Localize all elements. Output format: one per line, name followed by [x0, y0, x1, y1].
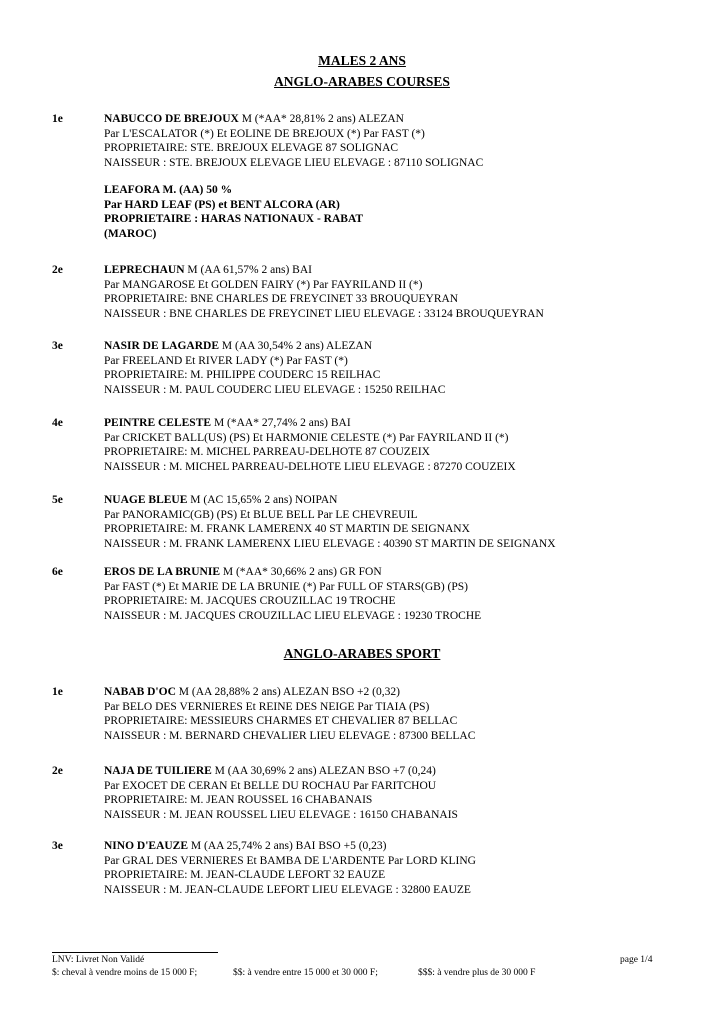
- horse-info: M (AA 30,54% 2 ans) ALEZAN: [219, 340, 373, 352]
- breeder-line: NAISSEUR : M. JEAN-CLAUDE LEFORT LIEU ELEVAGE : 32800 EAUZE: [104, 883, 471, 896]
- horse-info: M (AA 25,74% 2 ans) BAI BSO +5 (0,23): [188, 840, 387, 852]
- pedigree-line: Par EXOCET DE CERAN Et BELLE DU ROCHAU Par FARITCHOU: [104, 779, 437, 792]
- page-title: MALES 2 ANS: [318, 53, 406, 68]
- footer-legend-1: $: cheval à vendre moins de 15 000 F;: [52, 968, 198, 978]
- pedigree-line: Par BELO DES VERNIERES Et REINE DES NEIGE Par TIAIA (PS): [104, 700, 430, 713]
- horse-name: EROS DE LA BRUNIE: [104, 566, 220, 578]
- horse-info: M (AA 61,57% 2 ans) BAI: [184, 264, 312, 276]
- rank-label: 3e: [52, 340, 63, 352]
- pedigree-line: Par MANGAROSE Et GOLDEN FAIRY (*) Par FAYRILAND II (*): [104, 278, 423, 291]
- horse-info: M (AC 15,65% 2 ans) NOIPAN: [187, 494, 338, 506]
- owner-line: PROPRIETAIRE: M. MICHEL PARREAU-DELHOTE 87 COUZEIX: [104, 446, 430, 459]
- pedigree-line: Par L'ESCALATOR (*) Et EOLINE DE BREJOUX (*) Par FAST (*): [104, 127, 425, 140]
- pedigree-line: Par HARD LEAF (PS) et BENT ALCORA (AR): [104, 198, 340, 211]
- horse-name: NUAGE BLEUE: [104, 494, 188, 506]
- rank-label: 2e: [52, 765, 63, 777]
- owner-line: PROPRIETAIRE: M. FRANK LAMERENX 40 ST MARTIN DE SEIGNANX: [104, 523, 470, 536]
- breeder-line: NAISSEUR : STE. BREJOUX ELEVAGE LIEU ELEVAGE : 87110 SOLIGNAC: [104, 156, 484, 169]
- breeder-line: NAISSEUR : M. JEAN ROUSSEL LIEU ELEVAGE : 16150 CHABANAIS: [104, 808, 458, 821]
- rank-label: 1e: [52, 686, 63, 698]
- rank-label: 3e: [52, 840, 63, 852]
- breeder-line: NAISSEUR : M. FRANK LAMERENX LIEU ELEVAGE : 40390 ST MARTIN DE SEIGNANX: [104, 537, 556, 550]
- owner-line: PROPRIETAIRE: STE. BREJOUX ELEVAGE 87 SOLIGNAC: [104, 142, 399, 155]
- owner-line: PROPRIETAIRE: M. JEAN ROUSSEL 16 CHABANAIS: [104, 794, 373, 807]
- horse-name: NAJA DE TUILIERE: [104, 765, 212, 777]
- breeder-line: NAISSEUR : M. BERNARD CHEVALIER LIEU ELEVAGE : 87300 BELLAC: [104, 729, 476, 742]
- breeder-line: NAISSEUR : M. MICHEL PARREAU-DELHOTE LIEU ELEVAGE : 87270 COUZEIX: [104, 460, 516, 473]
- footer-legend-2: $$: à vendre entre 15 000 et 30 000 F;: [233, 968, 378, 978]
- section-heading-sport: ANGLO-ARABES SPORT: [283, 646, 441, 661]
- rank-label: 2e: [52, 264, 63, 276]
- horse-name: LEAFORA M. (AA) 50 %: [104, 184, 233, 196]
- owner-line: PROPRIETAIRE : HARAS NATIONAUX - RABAT: [104, 213, 364, 226]
- horse-info: M (AA 28,88% 2 ans) ALEZAN BSO +2 (0,32): [175, 686, 400, 698]
- owner-line: PROPRIETAIRE: MESSIEURS CHARMES ET CHEVALIER 87 BELLAC: [104, 715, 458, 728]
- horse-name: NABUCCO DE BREJOUX: [104, 113, 239, 125]
- breeder-line: NAISSEUR : M. PAUL COUDERC LIEU ELEVAGE : 15250 REILHAC: [104, 383, 446, 396]
- horse-name: PEINTRE CELESTE: [104, 417, 212, 429]
- horse-name: LEPRECHAUN: [104, 264, 185, 276]
- footer-divider: [52, 952, 218, 953]
- horse-name: NABAB D'OC: [104, 686, 176, 698]
- footer-legend-3: $$$: à vendre plus de 30 000 F: [418, 968, 536, 978]
- rank-label: 5e: [52, 494, 63, 506]
- rank-label: 6e: [52, 566, 63, 578]
- page-number: page 1/4: [620, 955, 653, 965]
- owner-country: (MAROC): [104, 227, 157, 240]
- pedigree-line: Par FAST (*) Et MARIE DE LA BRUNIE (*) Par FULL OF STARS(GB) (PS): [104, 580, 468, 593]
- pedigree-line: Par CRICKET BALL(US) (PS) Et HARMONIE CELESTE (*) Par FAYRILAND II (*): [104, 431, 509, 444]
- breeder-line: NAISSEUR : M. JACQUES CROUZILLAC LIEU ELEVAGE : 19230 TROCHE: [104, 609, 482, 622]
- rank-label: 1e: [52, 113, 63, 125]
- horse-name: NASIR DE LAGARDE: [104, 340, 220, 352]
- footer-lnv-note: LNV: Livret Non Validé: [52, 955, 145, 965]
- pedigree-line: Par GRAL DES VERNIERES Et BAMBA DE L'ARDENTE Par LORD KLING: [104, 854, 476, 867]
- owner-line: PROPRIETAIRE: M. PHILIPPE COUDERC 15 REILHAC: [104, 369, 381, 382]
- pedigree-line: Par FREELAND Et RIVER LADY (*) Par FAST (*): [104, 354, 348, 367]
- breeder-line: NAISSEUR : BNE CHARLES DE FREYCINET LIEU ELEVAGE : 33124 BROUQUEYRAN: [104, 307, 544, 320]
- horse-info: M (*AA* 28,81% 2 ans) ALEZAN: [238, 113, 404, 125]
- owner-line: PROPRIETAIRE: M. JACQUES CROUZILLAC 19 TROCHE: [104, 595, 396, 608]
- pedigree-line: Par PANORAMIC(GB) (PS) Et BLUE BELL Par LE CHEVREUIL: [104, 508, 418, 521]
- owner-line: PROPRIETAIRE: M. JEAN-CLAUDE LEFORT 32 EAUZE: [104, 869, 386, 882]
- horse-info: M (*AA* 27,74% 2 ans) BAI: [211, 417, 351, 429]
- horse-info: M (*AA* 30,66% 2 ans) GR FON: [220, 566, 382, 578]
- owner-line: PROPRIETAIRE: BNE CHARLES DE FREYCINET 33 BROUQUEYRAN: [104, 293, 459, 306]
- rank-label: 4e: [52, 417, 63, 429]
- horse-info: M (AA 30,69% 2 ans) ALEZAN BSO +7 (0,24): [211, 765, 436, 777]
- horse-name: NINO D'EAUZE: [104, 840, 189, 852]
- section-heading-courses: ANGLO-ARABES COURSES: [274, 74, 450, 89]
